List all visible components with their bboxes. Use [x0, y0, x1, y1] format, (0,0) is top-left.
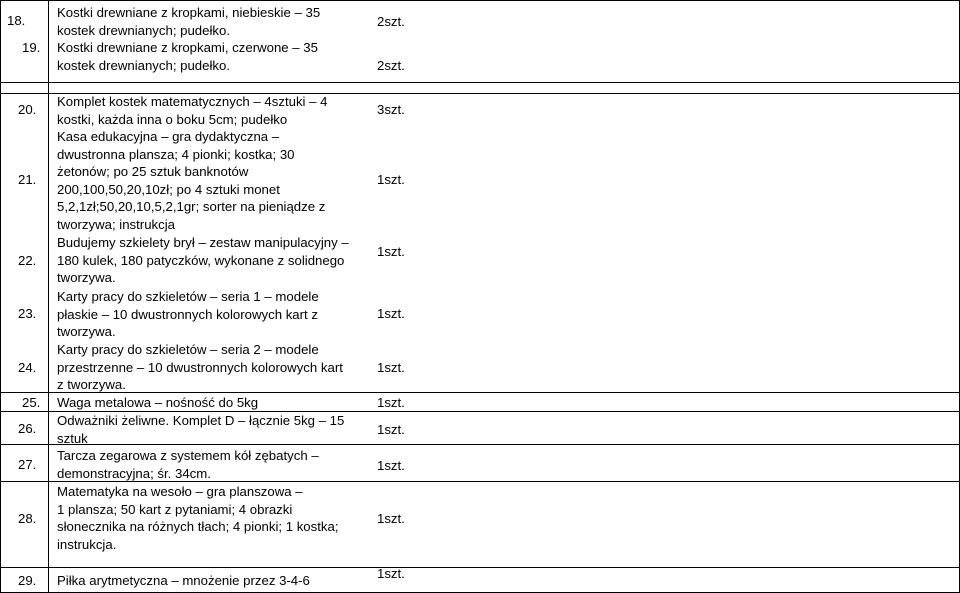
item-quantity: 1szt. — [377, 395, 405, 410]
row-number: 26. — [18, 421, 37, 436]
item-quantity: 1szt. — [377, 306, 405, 321]
row-number: 20. — [18, 102, 37, 117]
row-number: 21. — [18, 172, 37, 187]
item-quantity: 3szt. — [377, 102, 405, 117]
row-number: 22. — [18, 253, 37, 268]
item-quantity: 1szt. — [377, 422, 405, 437]
item-description: Tarcza zegarowa z systemem kół zębatych – demonstracyjna; śr. 34cm. — [57, 448, 319, 481]
row-divider — [0, 82, 960, 83]
row-divider — [0, 0, 960, 1]
row-number: 18. — [7, 13, 26, 28]
row-number: 19. — [22, 40, 41, 55]
item-quantity: 1szt. — [377, 458, 405, 473]
row-number: 24. — [18, 360, 37, 375]
row-number: 23. — [18, 306, 37, 321]
column-divider — [48, 0, 49, 593]
item-description: Kostki drewniane z kropkami, czerwone – 35 kostek drewnianych; pudełko. — [57, 40, 318, 73]
row-number: 27. — [18, 457, 37, 472]
item-description: Komplet kostek matematycznych – 4sztuki – 4 kostki, każda inna o boku 5cm; pudełko — [57, 94, 328, 127]
item-quantity: 1szt. — [377, 511, 405, 526]
item-quantity: 1szt. — [377, 172, 405, 187]
item-quantity: 1szt. — [377, 566, 405, 581]
item-description: Kasa edukacyjna – gra dydaktyczna – dwustronna plansza; 4 pionki; kostka; 30 żetonów; po 25 sztuk banknotów 200,100,50,20,10zł; po 4 sztuki monet 5,2,1zł;50,20,10,5,2,1gr; sorter na pieniądze z tworzywa; instrukcja — [57, 129, 326, 232]
item-description: Kostki drewniane z kropkami, niebieskie – 35 kostek drewnianych; pudełko. — [57, 5, 321, 38]
row-number: 29. — [18, 573, 37, 588]
item-description: Budujemy szkielety brył – zestaw manipulacyjny – 180 kulek, 180 patyczków, wykonane z solidnego tworzywa. — [57, 235, 349, 286]
item-description: Waga metalowa – nośność do 5kg — [57, 395, 259, 410]
item-description: Karty pracy do szkieletów – seria 1 – modele płaskie – 10 dwustronnych kolorowych kart z tworzywa. — [57, 289, 319, 340]
column-divider — [0, 0, 1, 593]
item-description: Piłka arytmetyczna – mnożenie przez 3-4-6 — [57, 573, 310, 588]
item-quantity: 1szt. — [377, 244, 405, 259]
row-number: 28. — [18, 511, 37, 526]
row-divider — [0, 567, 960, 568]
item-quantity: 1szt. — [377, 360, 405, 375]
item-description: Odważniki żeliwne. Komplet D – łącznie 5kg – 15 sztuk — [57, 413, 345, 446]
item-description: Karty pracy do szkieletów – seria 2 – modele przestrzenne – 10 dwustronnych kolorowych kart z tworzywa. — [57, 342, 343, 393]
row-number: 25. — [22, 395, 41, 410]
item-quantity: 2szt. — [377, 58, 405, 73]
item-description: Matematyka na wesoło – gra planszowa – 1 plansza; 50 kart z pytaniami; 4 obrazki słonecznika na różnych tłach; 4 pionki; 1 kostka; instrukcja. — [57, 484, 339, 552]
item-quantity: 2szt. — [377, 14, 405, 29]
